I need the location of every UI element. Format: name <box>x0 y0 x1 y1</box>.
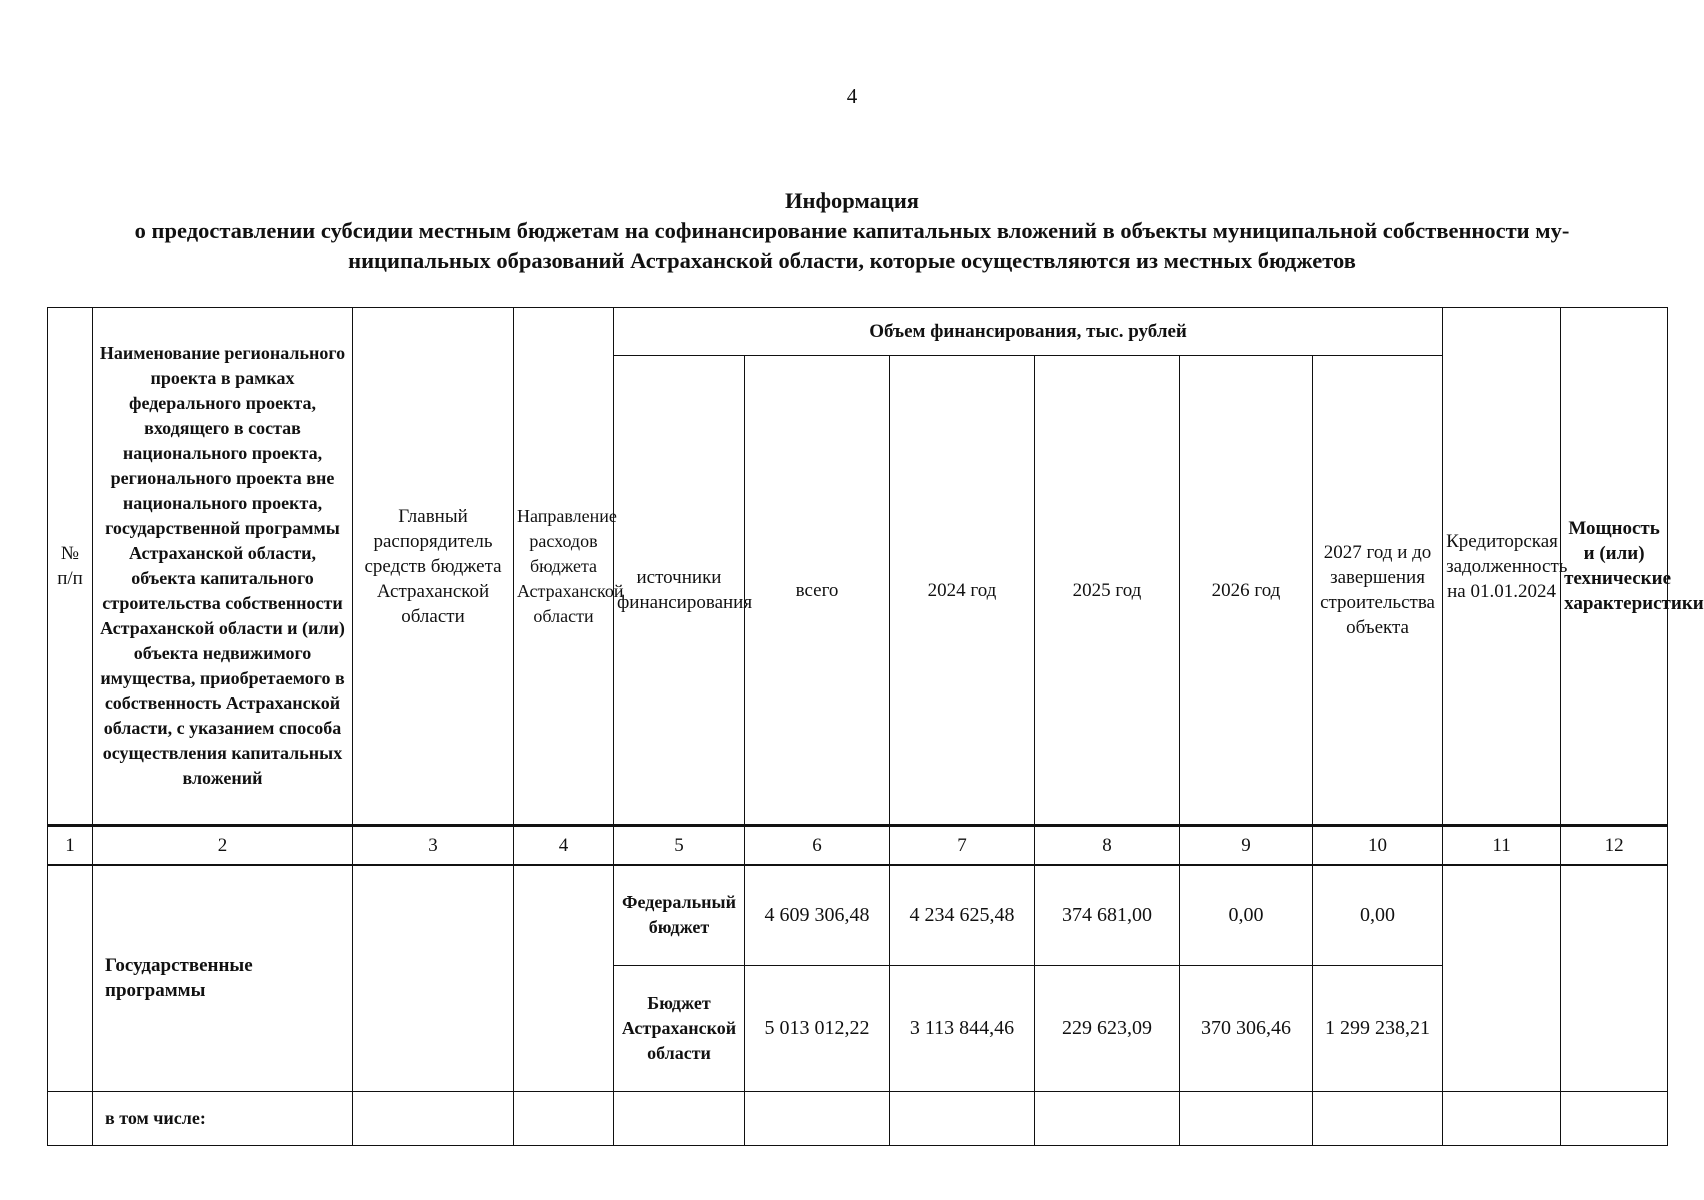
column-number: 4 <box>514 826 614 866</box>
header-debt: Кредиторская задолженность на 01.01.2024 <box>1443 308 1561 826</box>
title-line-1: Информация <box>785 188 919 213</box>
header-manager: Главный распорядитель средств бюджета Астраханской области <box>353 308 514 826</box>
financing-table <box>47 307 1704 1146</box>
including-label: в том числе: <box>93 1091 353 1145</box>
empty-cell <box>353 1091 514 1145</box>
debt-cell <box>1443 865 1561 1091</box>
regional-2024: 3 113 844,46 <box>890 965 1035 1091</box>
title-line-2: о предоставлении субсидии местным бюджетам на софинансирование капитальных вложений в объекты муниципальной собственности му- <box>134 218 1570 243</box>
column-number: 8 <box>1035 826 1180 866</box>
column-number: 11 <box>1443 826 1561 866</box>
empty-cell <box>48 1091 93 1145</box>
header-2025: 2025 год <box>1035 356 1180 826</box>
header-direction: Направление расходов бюджета Астраханской области <box>514 308 614 826</box>
row-num-cell <box>48 865 93 1091</box>
empty-cell <box>1180 1091 1313 1145</box>
table-row <box>48 865 1668 965</box>
manager-cell <box>353 865 514 1091</box>
header-sources: источники финансирования <box>614 356 745 826</box>
header-name: Наименование регионального проекта в рамках федерального проекта, входящего в состав национального проекта, регионального проекта вне национального проекта, государственной программы Астраханской области, объекта капитального строительства собственности Астраханской области и (или) объекта недвижимого имущества, приобретаемого в собственность Астраханской области, с указанием способа осуществления капитальных вложений <box>93 308 353 826</box>
empty-cell <box>1035 1091 1180 1145</box>
page-number: 4 <box>846 84 858 108</box>
regional-2027: 1 299 238,21 <box>1313 965 1443 1091</box>
federal-2024: 4 234 625,48 <box>890 865 1035 965</box>
column-number: 2 <box>93 826 353 866</box>
regional-2025: 229 623,09 <box>1035 965 1180 1091</box>
header-2024: 2024 год <box>890 356 1035 826</box>
title-line-3: ниципальных образований Астраханской области, которые осуществляются из местных бюджетов <box>348 248 1356 273</box>
empty-cell <box>890 1091 1035 1145</box>
federal-2026: 0,00 <box>1180 865 1313 965</box>
regional-2026: 370 306,46 <box>1180 965 1313 1091</box>
empty-cell <box>1443 1091 1561 1145</box>
column-number: 6 <box>745 826 890 866</box>
header-capacity: Мощность и (или) технические характеристики <box>1561 308 1668 826</box>
empty-cell <box>1313 1091 1443 1145</box>
regional-total: 5 013 012,22 <box>745 965 890 1091</box>
column-number: 7 <box>890 826 1035 866</box>
column-number: 5 <box>614 826 745 866</box>
source-regional: Бюджет Астраханской области <box>614 965 745 1091</box>
header-2027: 2027 год и до завершения строительства объекта <box>1313 356 1443 826</box>
column-numbers-row <box>48 826 1668 866</box>
empty-cell <box>614 1091 745 1145</box>
capacity-cell <box>1561 865 1668 1091</box>
federal-2027: 0,00 <box>1313 865 1443 965</box>
document-title <box>40 186 1664 276</box>
column-number: 10 <box>1313 826 1443 866</box>
table-row <box>48 1091 1668 1145</box>
header-2026: 2026 год <box>1180 356 1313 826</box>
programs-label: Государственные программы <box>93 865 353 1091</box>
direction-cell <box>514 865 614 1091</box>
column-number: 9 <box>1180 826 1313 866</box>
empty-cell <box>514 1091 614 1145</box>
column-number: 1 <box>48 826 93 866</box>
source-federal: Федеральный бюджет <box>614 865 745 965</box>
column-number: 3 <box>353 826 514 866</box>
federal-total: 4 609 306,48 <box>745 865 890 965</box>
column-number: 12 <box>1561 826 1668 866</box>
header-total: всего <box>745 356 890 826</box>
empty-cell <box>1561 1091 1668 1145</box>
empty-cell <box>745 1091 890 1145</box>
header-volume: Объем финансирования, тыс. рублей <box>614 308 1443 356</box>
header-num: № п/п <box>48 308 93 826</box>
federal-2025: 374 681,00 <box>1035 865 1180 965</box>
